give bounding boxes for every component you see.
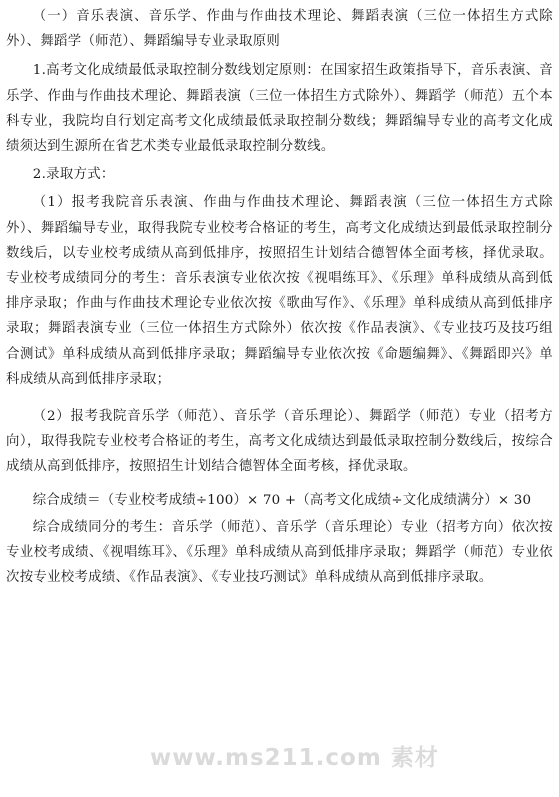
document-body	[6, 4, 553, 590]
section-heading: （一）音乐表演、音乐学、作曲与作曲技术理论、舞蹈表演（三位一体招生方式除外）、舞蹈学（师范）、舞蹈编导专业录取原则	[6, 9, 553, 50]
site-watermark: www.ms211.com 素材	[150, 745, 439, 771]
composite-score-formula: 综合成绩＝（专业校考成绩÷100）× 70 +（高考文化成绩÷文化成绩满分）× 30	[32, 492, 532, 508]
tie-break-rule: 综合成绩同分的考生：音乐学（师范）、音乐学（音乐理论）专业（招考方向）依次按专业校考成绩、《视唱练耳》、《乐理》单科成绩从高到低排序录取；舞蹈学（师范）专业依次按专业校考成绩、《作品表演》、《专业技巧测试》单科成绩从高到低排序录取。	[6, 519, 553, 586]
item-2-title: 2.录取方式：	[32, 167, 115, 183]
item-2-2-admission-rule: （2）报考我院音乐学（师范）、音乐学（音乐理论）、舞蹈学（师范）专业（招考方向），取得我院专业校考合格证的考生，高考文化成绩达到最低录取控制分数线后，按综合成绩从高到低排序，按照招生计划结合德智体全面考核，择优录取。	[6, 409, 553, 475]
item-2-1-admission-rule: （1）报考我院音乐表演、作曲与作曲技术理论、舞蹈表演（三位一体招生方式除外）、舞蹈编导专业，取得我院专业校考合格证的考生，高考文化成绩达到最低录取控制分数线后，以专业校考成绩从高到低排序，按照招生计划结合德智体全面考核，择优录取。专业校考成绩同分的考生：音乐表演专业依次按《视唱练耳》、《乐理》单科成绩从高到低排序录取；作曲与作曲技术理论专业依次按《歌曲写作》、《乐理》单科成绩从高到低排序录取；舞蹈表演专业（三位一体招生方式除外）依次按《作品表演》、《专业技巧及技巧组合测试》单科成绩从高到低排序录取；舞蹈编导专业依次按《命题编舞》、《舞蹈即兴》单科成绩从高到低排序录取；	[6, 195, 553, 387]
item-1-cultural-score-rule: 1.高考文化成绩最低录取控制分数线划定原则：在国家招生政策指导下，音乐表演、音乐学、作曲与作曲技术理论、舞蹈表演（三位一体招生方式除外）、舞蹈学（师范）五个本科专业，我院均自行划定高考文化成绩最低录取控制分数线；舞蹈编导专业的高考文化成绩须达到生源所在省艺术类专业最低录取控制分数线。	[6, 63, 553, 155]
